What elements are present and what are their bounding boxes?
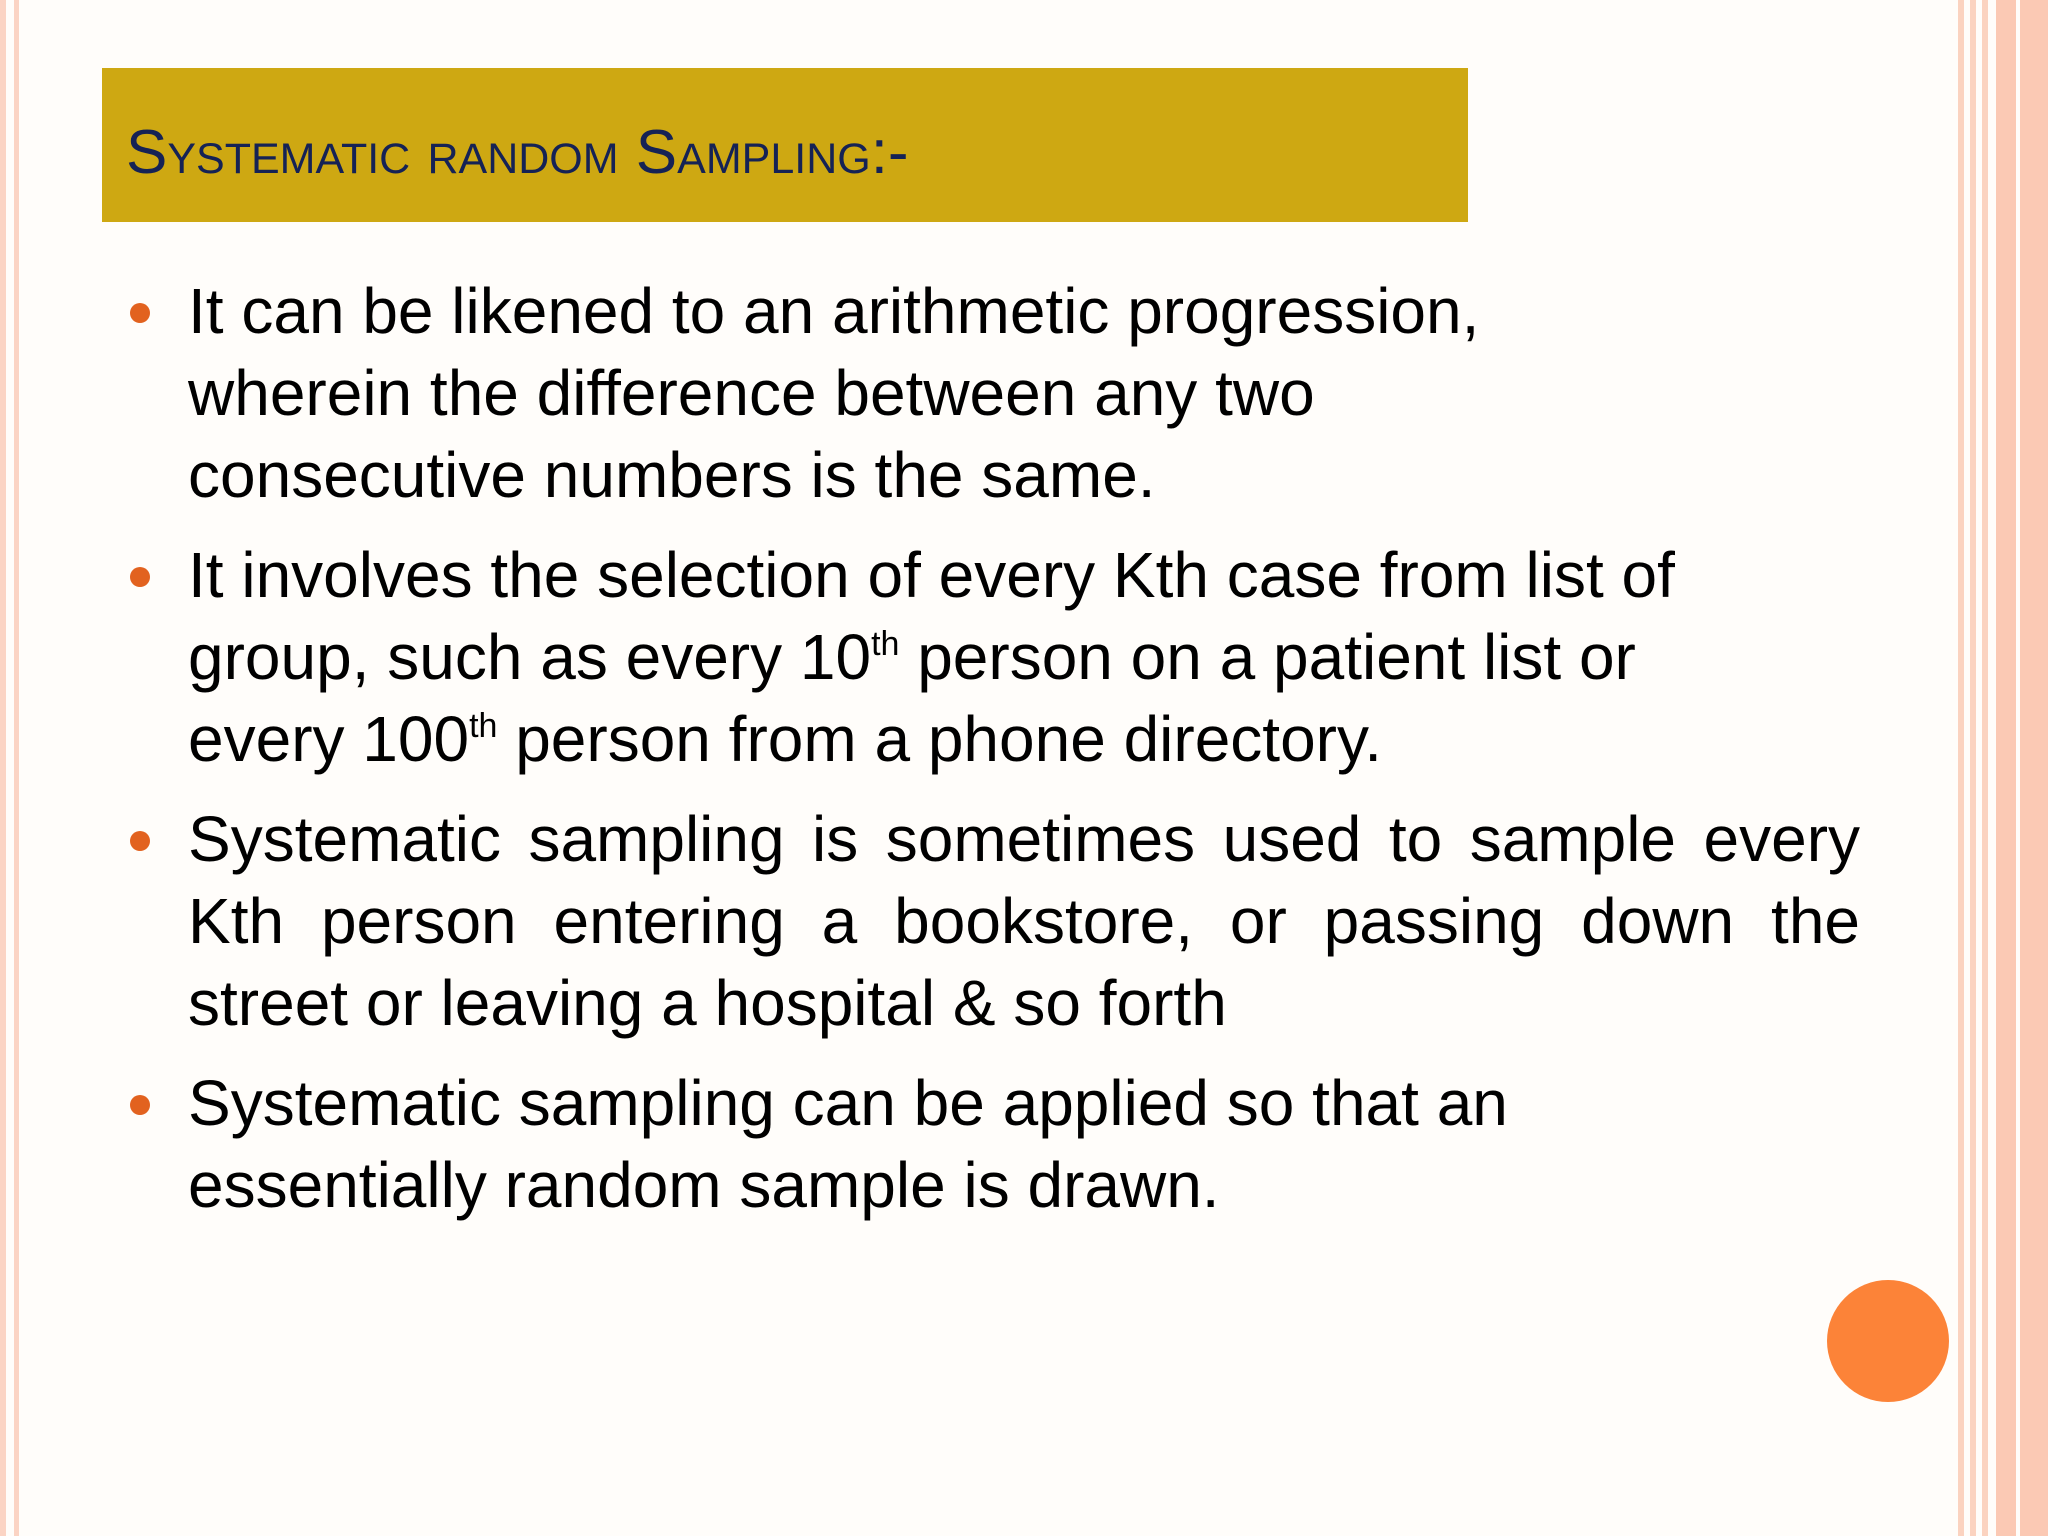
bullet-item xyxy=(130,270,1860,516)
bullet-text-line: essentially random sample is drawn. xyxy=(188,1149,1220,1221)
title-bar xyxy=(102,68,1468,222)
right-border-stripe xyxy=(1970,0,1976,1536)
slide-title: Systematic random Sampling:- xyxy=(126,118,909,187)
bullet-item xyxy=(130,534,1860,780)
bullet-text-line: consecutive numbers is the same. xyxy=(188,439,1156,511)
bullet-text-fragment: group, such as every 10 xyxy=(188,621,872,693)
right-border-stripe xyxy=(1996,0,2016,1536)
bullet-text: Systematic sampling is sometimes used to sample every Kth person entering a bookstore, or passing down the street or leaving a hospital & so forth xyxy=(188,803,1860,1039)
left-border-stripe xyxy=(0,0,6,1536)
bullet-item xyxy=(130,1062,1860,1226)
bullet-dot-icon xyxy=(130,303,150,323)
bullet-text-fragment: person on a patient list or xyxy=(899,621,1636,693)
right-border-stripe xyxy=(1958,0,1964,1536)
bullet-text-line: It involves the selection of every Kth case from list of xyxy=(188,539,1675,611)
bullet-text-line: It can be likened to an arithmetic progression, xyxy=(188,275,1480,347)
decorative-circle xyxy=(1827,1280,1949,1402)
right-border-stripe xyxy=(2020,0,2048,1536)
bullet-item xyxy=(130,798,1860,1044)
bullet-text-fragment: person from a phone directory. xyxy=(497,703,1383,775)
left-border-stripe xyxy=(14,0,19,1536)
ordinal-superscript: th xyxy=(871,625,900,663)
bullet-dot-icon xyxy=(130,1095,150,1115)
bullet-text-line: Systematic sampling can be applied so that an xyxy=(188,1067,1508,1139)
bullet-dot-icon xyxy=(130,567,150,587)
bullet-text-fragment: every 100 xyxy=(188,703,470,775)
bullet-text-line: wherein the difference between any two xyxy=(188,357,1315,429)
ordinal-superscript: th xyxy=(469,707,498,745)
bullet-list xyxy=(130,270,1860,1244)
bullet-dot-icon xyxy=(130,831,150,851)
right-border-stripe xyxy=(1982,0,1988,1536)
